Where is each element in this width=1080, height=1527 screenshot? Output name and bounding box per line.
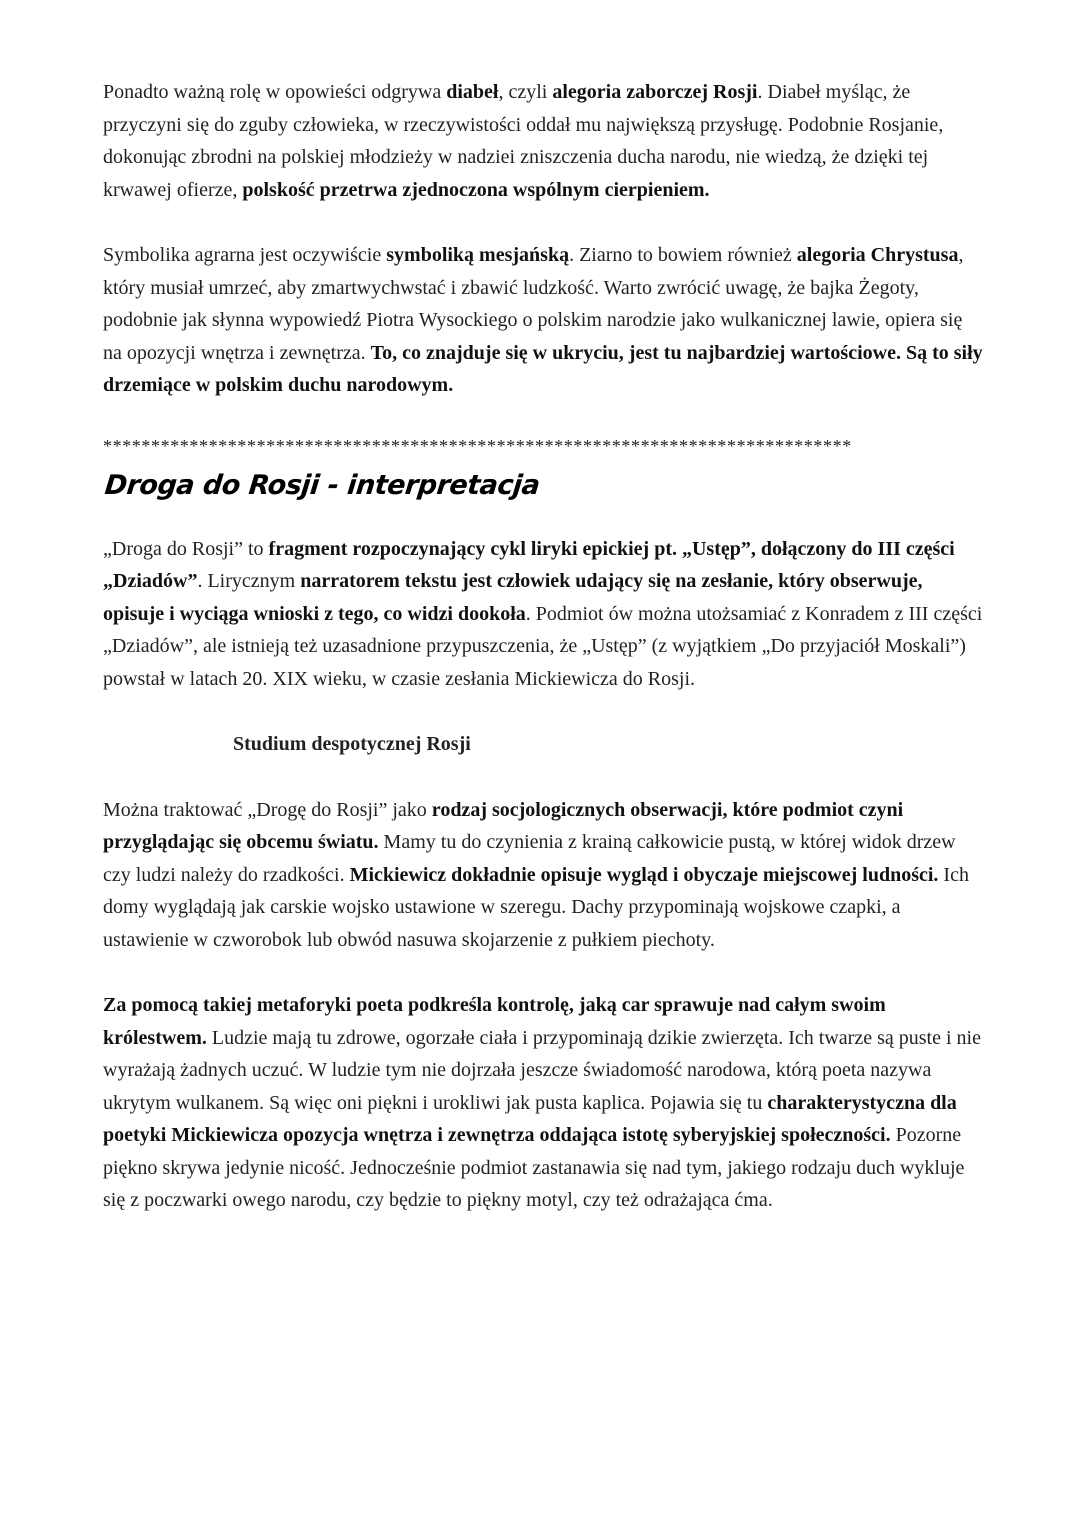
paragraph-symbolika	[103, 239, 983, 402]
bold-run: alegoria zaborczej Rosji	[552, 81, 758, 103]
subheading: Studium despotycznej Rosji	[233, 733, 471, 755]
document-page	[103, 76, 983, 1217]
bold-run: polskość przetrwa zjednoczona wspólnym cierpieniem.	[242, 178, 710, 201]
text-run: Mamy tu do czynienia z krainą całkowicie pustą, w której widok drzew czy ludzi należy do rzadkości.	[103, 831, 956, 886]
text-run: , który musiał umrzeć, aby zmartwychwstać i zbawić ludzkość. Warto zwrócić uwagę, że bajka Żegoty, podobnie jak słynna wypowiedź Piotra Wysockiego o polskim narodzie jako wulkanicznej lawie, opiera się na opozycji wnętrza i zewnętrza.	[103, 244, 964, 364]
text-run: . Lirycznym	[197, 570, 301, 592]
text-run: Ponadto ważną rolę w opowieści odgrywa	[103, 81, 447, 103]
bold-run: rodzaj socjologicznych obserwacji, które podmiot czyni przyglądając się obcemu światu.	[103, 798, 904, 853]
paragraph-droga	[103, 533, 983, 696]
text-run: , czyli	[498, 81, 553, 103]
bold-run: narratorem tekstu jest człowiek udający się na zesłanie, który obserwuje, opisuje i wyciąga wnioski z tego, co widzi dookoła	[103, 570, 923, 625]
text-run: Można traktować „Drogę do Rosji” jako	[103, 798, 432, 821]
text-run: Pozorne piękno skrywa jedynie nicość. Jednocześnie podmiot zastanawia się nad tym, jakiego rodzaju duch wykluje się z poczwarki owego narodu, czy będzie to piękny motyl, czy też odrażająca ćma.	[103, 1124, 965, 1211]
text-run: . Ziarno to bowiem również	[569, 244, 797, 266]
text-run: . Podmiot ów można utożsamiać z Konradem z III części „Dziadów”, ale istnieją też uzasadnione przypuszczenia, że „Ustęp” (z wyjątkiem „Do przyjaciół Moskali”) powstał w latach 20. XIX wieku, w czasie zesłania Mickiewicza do Rosji.	[103, 602, 983, 690]
text-run: Ich domy wyglądają jak carskie wojsko ustawione w szeregu. Dachy przypominają wojskowe czapki, a ustawienie w czworobok lub obwód nasuwa skojarzenie z pułkiem piechoty.	[103, 863, 969, 951]
text-run: „Droga do Rosji” to	[103, 537, 269, 560]
text-run: Symbolika agrarna jest oczywiście	[103, 244, 387, 266]
bold-run: Za pomocą takiej metaforyki poeta podkreśla kontrolę, jaką car sprawuje nad całym swoim królestwem.	[103, 994, 886, 1049]
bold-run: symboliką mesjańską	[386, 244, 570, 266]
paragraph-studium	[103, 794, 983, 957]
bold-run: fragment rozpoczynający cykl liryki epickiej pt. „Ustęp”, dołączony do III części „Dziadów”	[103, 537, 955, 592]
section-separator: ******************************************************************************	[103, 436, 852, 455]
bold-run: To, co znajduje się w ukryciu, jest tu najbardziej wartościowe. Są to siły drzemiące w polskim duchu narodowym.	[103, 341, 983, 396]
bold-run: Mickiewicz dokładnie opisuje wygląd i obyczaje miejscowej ludności.	[349, 863, 939, 886]
bold-run: alegoria Chrystusa	[796, 244, 959, 266]
paragraph-diabel	[103, 76, 983, 206]
paragraph-metaforyka	[103, 989, 983, 1217]
bold-run: diabeł	[446, 81, 499, 103]
text-run: Ludzie mają tu zdrowe, ogorzałe ciała i przypominają dzikie zwierzęta. Ich twarze są puste i nie wyrażają żadnych uczuć. W ludzie tym nie dojrzała jeszcze świadomość narodowa, którą poeta nazywa ukrytym wulkanem. Są więc oni piękni i urokliwi jak pusta kaplica. Pojawia się tu	[103, 1026, 981, 1114]
section-heading: Droga do Rosji - interpretacja	[103, 469, 542, 501]
text-run: . Diabeł myśląc, że przyczyni się do zguby człowieka, w rzeczywistości oddał mu największą przysługę. Podobnie Rosjanie, dokonując zbrodni na polskiej młodzieży w nadziei zniszczenia ducha narodu, nie wiedzą, że dzięki tej krwawej ofierze,	[103, 81, 944, 201]
bold-run: charakterystyczna dla poetyki Mickiewicza opozycja wnętrza i zewnętrza oddająca istotę syberyjskiej społeczności.	[103, 1091, 957, 1146]
